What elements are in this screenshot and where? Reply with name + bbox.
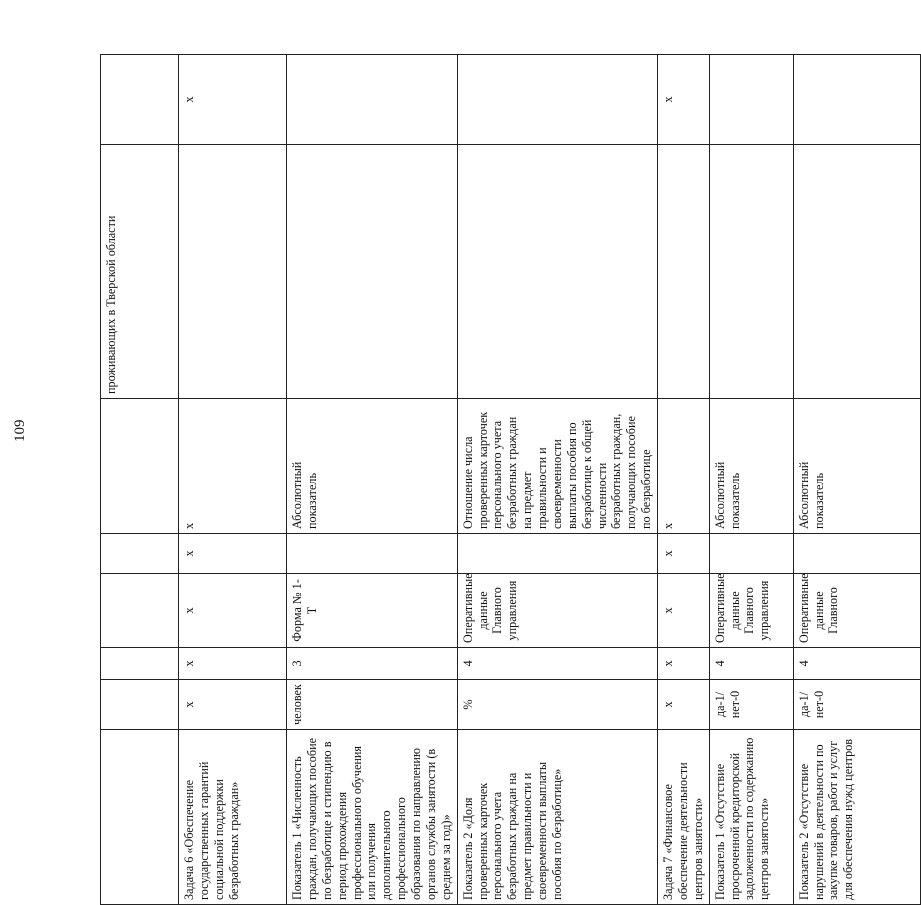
cell-source: Оперативные данные Главного <box>793 574 920 648</box>
cell-basis: x <box>658 399 710 534</box>
cell-method <box>101 534 179 574</box>
cell-source: Оперативные данные Главного управления <box>709 574 793 648</box>
cell-base: 4 <box>457 648 657 680</box>
cell-criteria <box>457 145 657 399</box>
cell-basis: Абсолютный показатель <box>709 399 793 534</box>
cell-target: x <box>658 55 710 145</box>
cell-criteria <box>658 145 710 399</box>
page-number: 109 <box>12 419 28 442</box>
cell-indicator <box>101 730 179 905</box>
cell-source <box>101 574 179 648</box>
cell-target <box>793 55 920 145</box>
cell-method <box>457 534 657 574</box>
table-row-task7-indicator-1 <box>709 55 793 905</box>
table-row-task7-indicator-2 <box>793 55 920 905</box>
table-row-continuation <box>101 55 179 905</box>
cell-base: 4 <box>793 648 920 680</box>
cell-unit: % <box>457 680 657 730</box>
cell-method: x <box>658 534 710 574</box>
cell-source: Форма № 1-Т <box>287 574 458 648</box>
cell-basis: x <box>179 399 287 534</box>
cell-basis: Отношение числа проверенных карточек персонального учета безработных граждан на предмет правильности и своевременности выплаты пособия по безработице к общей численности безработных граждан, получающих пособие по безработице <box>457 399 657 534</box>
cell-target <box>101 55 179 145</box>
cell-source: x <box>658 574 710 648</box>
cell-base: x <box>179 648 287 680</box>
cell-criteria <box>179 145 287 399</box>
cell-indicator: Показатель 1 «Отсутствие просроченной кредиторской задолженности по содержанию центров занятости» <box>709 730 793 905</box>
cell-method <box>793 534 920 574</box>
table-row-task-6 <box>179 55 287 905</box>
cell-criteria <box>709 145 793 399</box>
table-row-task-7 <box>658 55 710 905</box>
indicators-table <box>100 54 921 905</box>
cell-unit: человек <box>287 680 458 730</box>
cell-base: 3 <box>287 648 458 680</box>
cell-target <box>457 55 657 145</box>
cell-indicator: Показатель 1 «Численность граждан, получающих пособие по безработице и стипендию в период прохождения профессионального обучения или получения дополнительного профессионального образования по направлению органов службы занятости (в среднем за год)» <box>287 730 458 905</box>
cell-basis: Абсолютный показатель <box>287 399 458 534</box>
cell-target <box>709 55 793 145</box>
cell-base: 4 <box>709 648 793 680</box>
cell-unit: x <box>658 680 710 730</box>
cell-method <box>709 534 793 574</box>
cell-indicator: Показатель 2 «Доля проверенных карточек персонального учета безработных граждан на предмет правильности и своевременности выплаты пособия по безработице» <box>457 730 657 905</box>
indicators-table-body <box>101 55 921 905</box>
table-row-task6-indicator-1 <box>287 55 458 905</box>
cell-target <box>287 55 458 145</box>
cell-criteria <box>287 145 458 399</box>
cell-criteria <box>793 145 920 399</box>
cell-base: x <box>658 648 710 680</box>
cell-indicator: Задача 7 «Финансовое обеспечение деятельности центров занятости» <box>658 730 710 905</box>
cell-basis: Абсолютный показатель <box>793 399 920 534</box>
rotated-table-wrapper <box>100 55 856 905</box>
cell-unit: да-1/ нет-0 <box>709 680 793 730</box>
cell-basis <box>101 399 179 534</box>
cell-method: x <box>179 534 287 574</box>
cell-method <box>287 534 458 574</box>
cell-unit: x <box>179 680 287 730</box>
cell-unit <box>101 680 179 730</box>
cell-indicator: Показатель 2 «Отсутствие нарушений в деятельности по закупке товаров, работ и услуг для обеспечения нужд центров <box>793 730 920 905</box>
table-row-task6-indicator-2 <box>457 55 657 905</box>
cell-unit: да-1/ нет-0 <box>793 680 920 730</box>
cell-indicator: Задача 6 «Обеспечение государственных гарантий социальной поддержки безработных граждан» <box>179 730 287 905</box>
cell-criteria: проживающих в Тверской области <box>101 145 179 399</box>
cell-source: Оперативные данные Главного управления <box>457 574 657 648</box>
cell-source: x <box>179 574 287 648</box>
cell-base <box>101 648 179 680</box>
cell-target: x <box>179 55 287 145</box>
